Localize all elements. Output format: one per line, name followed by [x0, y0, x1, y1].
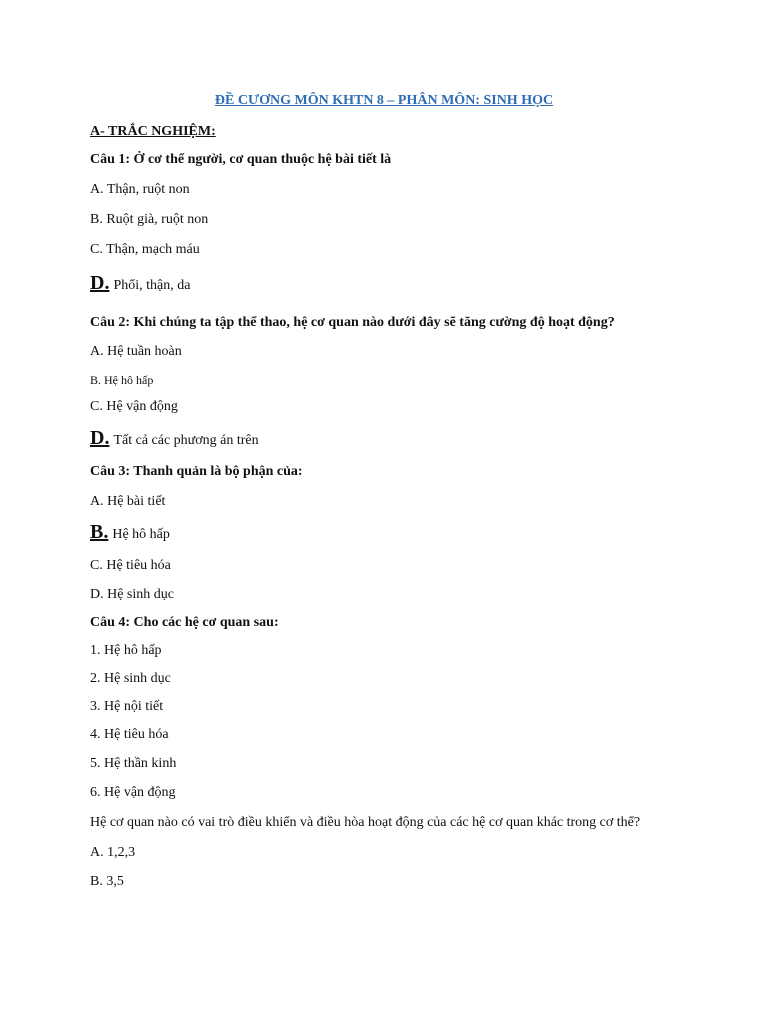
question-1: Câu 1: Ở cơ thể người, cơ quan thuộc hệ bài tiết là [90, 152, 392, 167]
q1-option-a: A. Thận, ruột non [90, 182, 190, 197]
q1-answer-text: Phổi, thận, da [113, 278, 191, 293]
document-title: ĐỀ CƯƠNG MÔN KHTN 8 – PHÂN MÔN: SINH HỌC [214, 93, 554, 108]
q4-item-2: 2. Hệ sinh dục [90, 671, 171, 686]
q2-option-b: B. Hệ hô hấp [90, 373, 154, 387]
q3-option-c: C. Hệ tiêu hóa [90, 558, 171, 573]
q4-item-1: 1. Hệ hô hấp [90, 643, 162, 658]
question-3: Câu 3: Thanh quản là bộ phận của: [90, 464, 303, 479]
q1-option-c: C. Thận, mạch máu [90, 242, 200, 257]
q2-answer-text: Tất cả các phương án trên [113, 433, 259, 448]
q1-option-d [90, 274, 190, 295]
q4-item-3: 3. Hệ nội tiết [90, 699, 164, 714]
q4-item-5: 5. Hệ thần kinh [90, 756, 177, 771]
q4-item-6: 6. Hệ vận động [90, 785, 176, 800]
q2-option-a: A. Hệ tuần hoàn [90, 344, 182, 359]
q3-option-d: D. Hệ sinh dục [90, 587, 174, 602]
question-4: Câu 4: Cho các hệ cơ quan sau: [90, 615, 279, 630]
section-heading: A- TRẮC NGHIỆM: [90, 124, 216, 139]
q3-answer-text: Hệ hô hấp [112, 527, 170, 542]
q2-option-c: C. Hệ vận động [90, 399, 178, 414]
q1-answer-letter: D. [90, 272, 110, 294]
q2-option-d [90, 429, 259, 450]
q4-option-a: A. 1,2,3 [90, 845, 136, 860]
q4-item-4: 4. Hệ tiêu hóa [90, 727, 169, 742]
question-2: Câu 2: Khi chúng ta tập thể thao, hệ cơ quan nào dưới đây sẽ tăng cường độ hoạt động? [90, 315, 615, 330]
q3-option-a: A. Hệ bài tiết [90, 494, 166, 509]
q3-answer-letter: B. [90, 521, 109, 543]
q1-option-b: B. Ruột già, ruột non [90, 212, 209, 227]
q4-prompt: Hệ cơ quan nào có vai trò điều khiển và điều hòa hoạt động của các hệ cơ quan khác trong cơ thể? [90, 815, 641, 830]
q2-answer-letter: D. [90, 427, 110, 449]
q3-option-b [90, 523, 170, 544]
q4-option-b: B. 3,5 [90, 874, 124, 889]
